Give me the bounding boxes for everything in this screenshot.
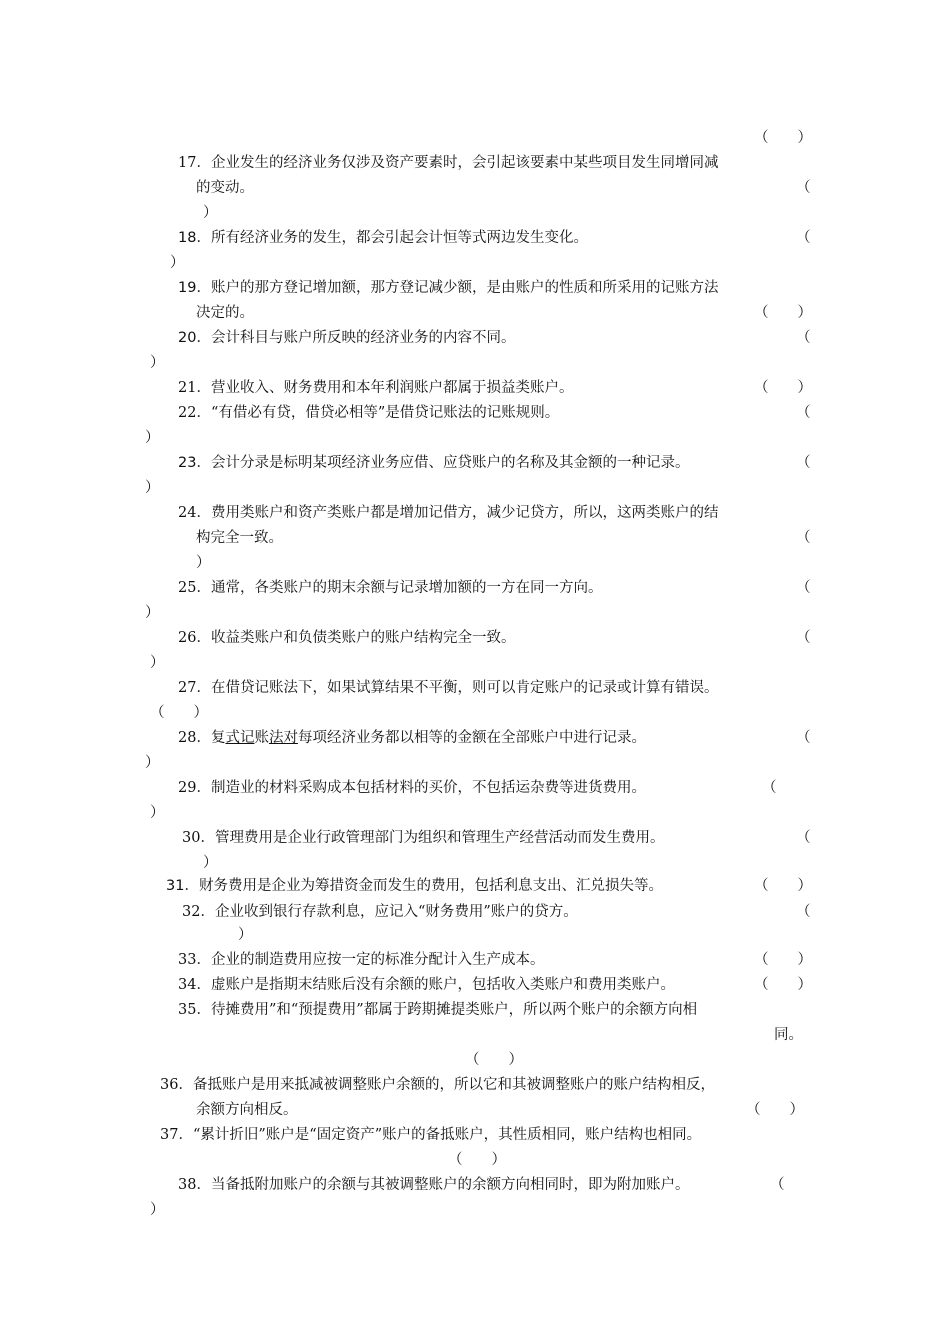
q20-text: 20．会计科目与账户所反映的经济业务的内容不同。 xyxy=(178,330,516,346)
q17-text-line2: 的变动。 xyxy=(196,180,254,196)
q36-text: 36．备抵账户是用来抵减被调整账户余额的，所以它和其被调整账户的账户结构相反， xyxy=(160,1077,715,1093)
q17-text: 17．企业发生的经济业务仅涉及资产要素时，会引起该要素中某些项目发生同增同减 xyxy=(178,155,719,171)
q19-answer-paren: （ ） xyxy=(754,305,812,321)
q35-text-line2: 同。 xyxy=(774,1027,803,1043)
q24-text-line2: 构完全一致。 xyxy=(196,530,283,546)
q26-paren-open: （ xyxy=(796,630,811,646)
q27-answer-paren: （ ） xyxy=(150,705,208,721)
q32-paren-close: ） xyxy=(238,927,253,943)
q38-paren-open: （ xyxy=(770,1177,785,1193)
q37-answer-paren: （ ） xyxy=(448,1152,506,1168)
q36-text-line2: 余额方向相反。 xyxy=(196,1102,298,1118)
q35-text: 35．待摊费用”和“预提费用”都属于跨期摊提类账户，所以两个账户的余额方向相 xyxy=(178,1002,698,1018)
q28-underlined-2: 法对 xyxy=(268,730,298,746)
q19-number: 19 xyxy=(178,280,197,296)
q23-paren-close: ） xyxy=(145,480,160,496)
q32-paren-open: （ xyxy=(796,904,811,920)
q20-paren-open: （ xyxy=(796,330,811,346)
q18-paren-close: ） xyxy=(170,255,185,271)
q35-answer-paren: （ ） xyxy=(465,1052,523,1068)
q37-text: 37．“累计折旧”账户是“固定资产”账户的备抵账户，其性质相同，账户结构也相同。 xyxy=(160,1127,702,1143)
q38-paren-close: ） xyxy=(150,1202,165,1218)
q30-paren-close: ） xyxy=(203,855,218,871)
q31-text: 31．财务费用是企业为筹措资金而发生的费用，包括利息支出、汇兑损失等。 xyxy=(166,878,663,894)
q18-paren-open: （ xyxy=(796,230,811,246)
q25-paren-open: （ xyxy=(796,580,811,596)
q21-answer-paren: （ ） xyxy=(754,380,812,396)
q32-text: 32．企业收到银行存款利息，应记入“财务费用”账户的贷方。 xyxy=(182,904,578,920)
q29-paren-close: ） xyxy=(150,805,165,821)
q17-paren-open: （ xyxy=(796,180,811,196)
q18-number: 18 xyxy=(178,230,197,246)
q33-text: 33．企业的制造费用应按一定的标准分配计入生产成本。 xyxy=(178,952,545,968)
q24-paren-close: ） xyxy=(196,555,211,571)
q28-paren-open: （ xyxy=(796,730,811,746)
q28-text: 28．复式记账法对每项经济业务都以相等的金额在全部账户中进行记录。 xyxy=(178,730,646,746)
q36-answer-paren: （ ） xyxy=(746,1102,804,1118)
q25-text: 25．通常，各类账户的期末余额与记录增加额的一方在同一方向。 xyxy=(178,580,603,596)
q18-text: 18．所有经济业务的发生，都会引起会计恒等式两边发生变化。 xyxy=(178,230,588,246)
q26-paren-close: ） xyxy=(150,655,165,671)
q29-paren-open: （ xyxy=(762,780,777,796)
q19-text: 19．账户的那方登记增加额，那方登记减少额，是由账户的性质和所采用的记账方法 xyxy=(178,280,719,296)
q25-paren-close: ） xyxy=(145,605,160,621)
q38-text: 38．当备抵附加账户的余额与其被调整账户的余额方向相同时，即为附加账户。 xyxy=(178,1177,690,1193)
q31-number: 31 xyxy=(166,878,185,894)
q23-paren-open: （ xyxy=(796,455,811,471)
q24-paren-open: （ xyxy=(796,530,811,546)
q16-answer-paren: （ ） xyxy=(754,130,812,146)
q31-answer-paren: （ ） xyxy=(754,878,812,894)
q22-paren-close: ） xyxy=(145,430,160,446)
q27-text: 27．在借贷记账法下，如果试算结果不平衡，则可以肯定账户的记录或计算有错误。 xyxy=(178,680,719,696)
q30-text: 30．管理费用是企业行政管理部门为组织和管理生产经营活动而发生费用。 xyxy=(182,830,665,846)
q23-number: 23 xyxy=(178,455,197,471)
q34-text: 34．虚账户是指期末结账后没有余额的账户，包括收入类账户和费用类账户。 xyxy=(178,977,675,993)
q28-underlined-1: 式记 xyxy=(225,730,255,746)
q28-paren-close: ） xyxy=(145,755,160,771)
q21-text: 21．营业收入、财务费用和本年利润账户都属于损益类账户。 xyxy=(178,380,574,396)
q30-paren-open: （ xyxy=(796,830,811,846)
q29-text: 29．制造业的材料采购成本包括材料的买价，不包括运杂费等进货费用。 xyxy=(178,780,646,796)
q19-text-line2: 决定的。 xyxy=(196,305,254,321)
q23-text: 23．会计分录是标明某项经济业务应借、应贷账户的名称及其金额的一种记录。 xyxy=(178,455,690,471)
q24-text: 24．费用类账户和资产类账户都是增加记借方，减少记贷方，所以，这两类账户的结 xyxy=(178,505,719,521)
q34-answer-paren: （ ） xyxy=(754,977,812,993)
q22-text: 22．“有借必有贷，借贷必相等”是借贷记账法的记账规则。 xyxy=(178,405,560,421)
q26-text: 26．收益类账户和负债类账户的账户结构完全一致。 xyxy=(178,630,516,646)
q33-answer-paren: （ ） xyxy=(754,952,812,968)
q22-paren-open: （ xyxy=(796,405,811,421)
q20-paren-close: ） xyxy=(150,355,165,371)
q20-number: 20 xyxy=(178,330,197,346)
q17-paren-close: ） xyxy=(203,205,218,221)
